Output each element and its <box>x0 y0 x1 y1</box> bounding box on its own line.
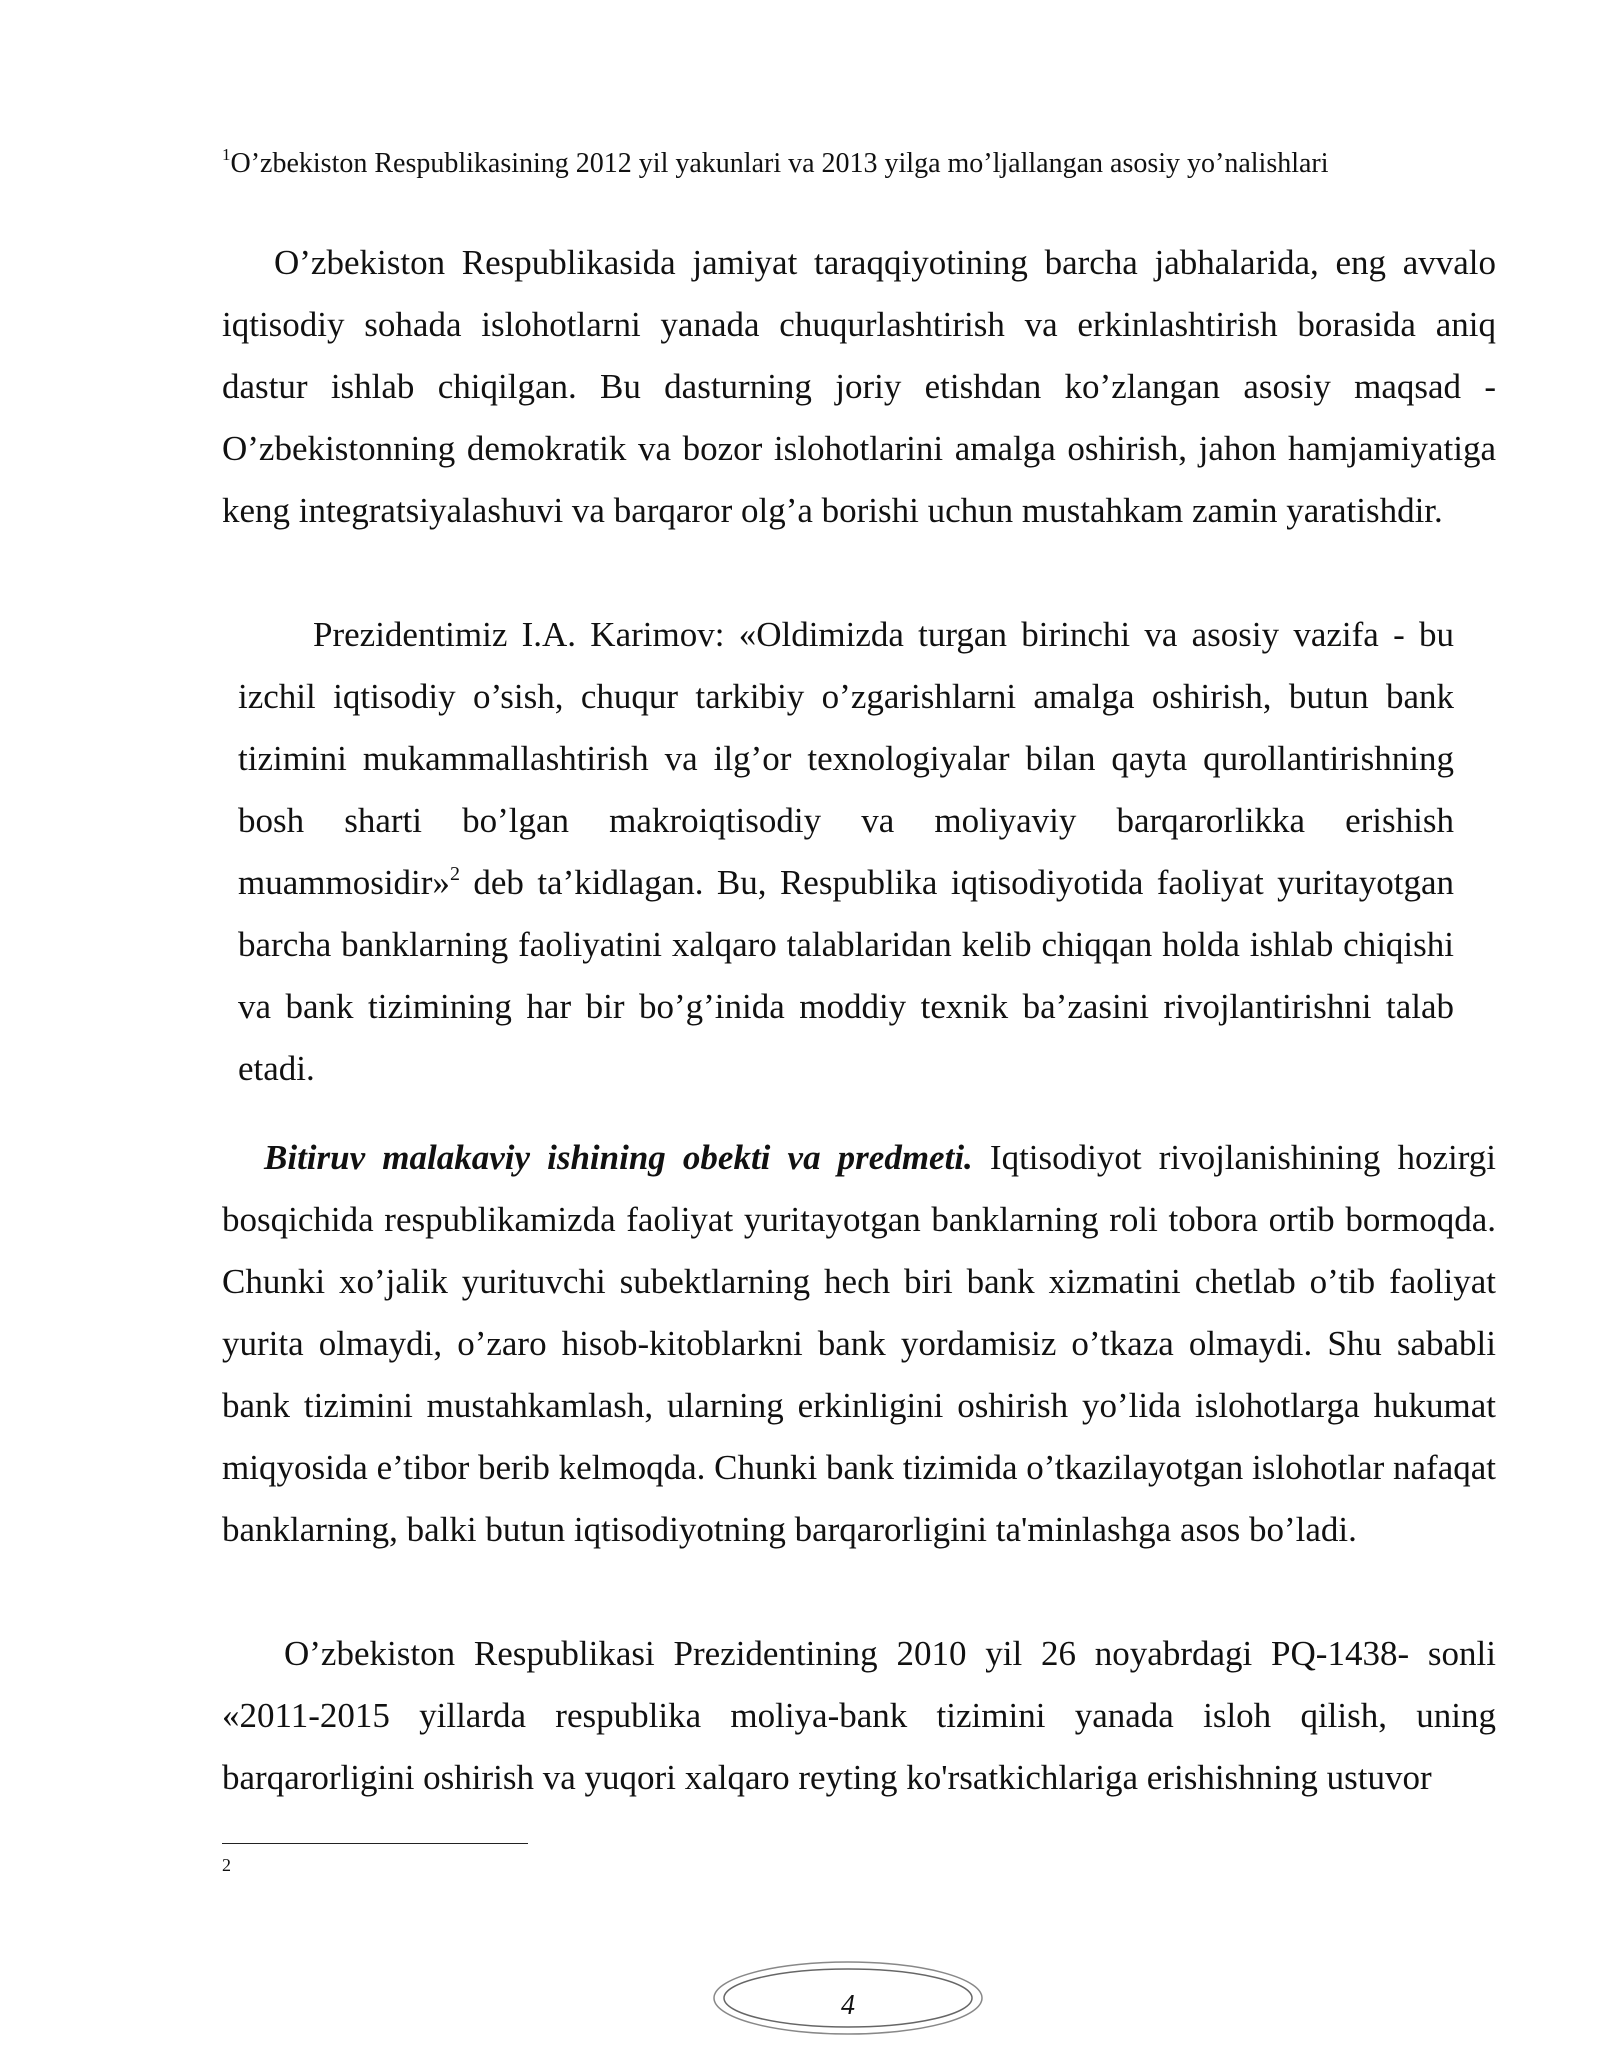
footnote-marker: 1 <box>222 145 231 164</box>
footnote-bottom-marker: 2 <box>222 1855 231 1875</box>
paragraph-object-subject <box>222 1127 1496 1561</box>
footnote-source <box>222 146 1462 182</box>
section-body-text: Iqtisodiyot rivojlanishining hozirgi bosqichida respublikamizda faoliyat yuritayotgan banklarning roli tobora ortib bormoqda. Chunki xo’jalik yurituvchi subektlarning hech biri bank xizmatini chetlab o’tib faoliyat yurita olmaydi, o’zaro hisob-kitoblarkni bank yordamisiz o’tkaza olmaydi. Shu sababli bank tizimini mustahkamlash, ularning erkinligini oshirish yo’lida islohotlarga hukumat miqyosida e’tibor berib kelmoqda. Chunki bank tizimida o’tkazilayotgan islohotlar nafaqat banklarning, balki butun iqtisodiyotning barqarorligini ta'minlashga asos bo’ladi. <box>222 1138 1496 1549</box>
page-number-badge <box>711 1953 985 2043</box>
quote-continuation: deb ta’kidlagan. Bu, Respublika iqtisodiyotida faoliyat yuritayotgan barcha banklarning faoliyatini xalqaro talablaridan kelib chiqqan holda ishlab chiqishi va bank tizimining har bir bo’g’inida moddiy texnik ba’zasini rivojlantirishni talab etadi. <box>238 863 1454 1088</box>
footnote-reference: 2 <box>449 863 460 885</box>
footnote-text: O’zbekiston Respublikasining 2012 yil yakunlari va 2013 yilga mo’ljallangan asosiy yo’nalishlari <box>230 148 1329 179</box>
quote-text: Prezidentimiz I.A. Karimov: «Oldimizda turgan birinchi va asosiy vazifa - bu izchil iqtisodiy o’sish, chuqur tarkibiy o’zgarishlarni amalga oshirish, butun bank tizimini mukammallashtirish va ilg’or texnologiyalar bilan qayta qurollantirishning bosh sharti bo’lgan makroiqtisodiy va moliyaviy barqarorlikka erishish muammosidir» <box>238 615 1454 902</box>
section-lead-heading: Bitiruv malakaviy ishining obekti va predmeti. <box>264 1138 973 1177</box>
footnote-divider <box>222 1843 528 1844</box>
paragraph-decree: O’zbekiston Respublikasi Prezidentining 2010 yil 26 noyabrdagi PQ-1438- sonli «2011-2015 yillarda respublika moliya-bank tizimini yanada isloh qilish, uning barqarorligini oshirish va yuqori xalqaro reyting ko'rsatkichlariga erishishning ustuvor <box>222 1634 1496 1797</box>
page-number: 4 <box>841 1990 855 2021</box>
paragraph-intro: O’zbekiston Respublikasida jamiyat taraqqiyotining barcha jabhalarida, eng avvalo iqtisodiy sohada islohotlarni yanada chuqurlashtirish va erkinlashtirish borasida aniq dastur ishlab chiqilgan. Bu dasturning joriy etishdan ko’zlangan asosiy maqsad - O’zbekistonning demokratik va bozor islohotlarini amalga oshirish, jahon hamjamiyatiga keng integratsiyalashuvi va barqaror olg’a borishi uchun mustahkam zamin yaratishdir. <box>222 243 1496 530</box>
paragraph-president-quote <box>238 604 1454 1100</box>
